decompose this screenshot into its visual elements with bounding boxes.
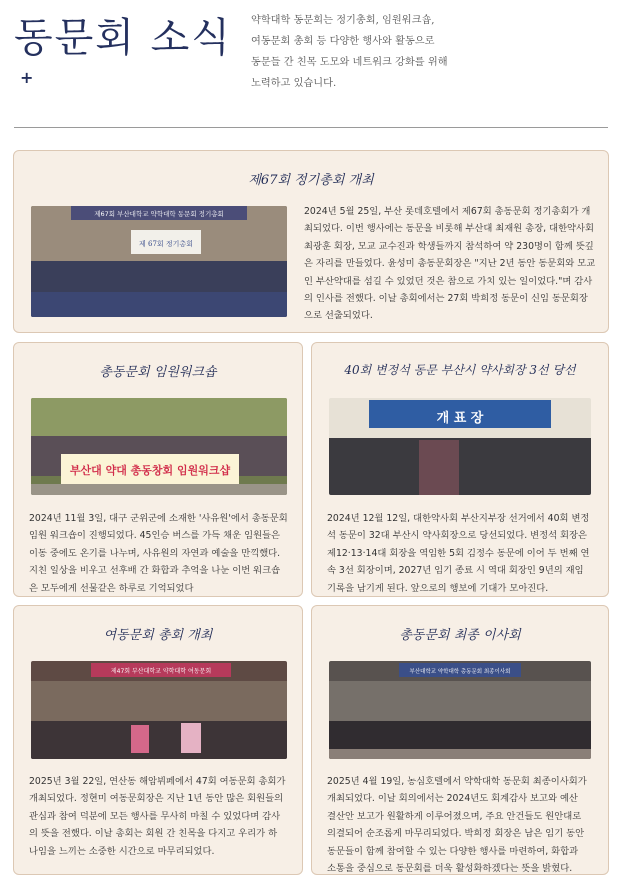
article-line: 은 자리를 만들었다. 윤성미 총동문회장은 "지난 2년 동안 동문회와 모교 bbox=[304, 258, 596, 270]
article-body bbox=[29, 773, 299, 860]
article-line: 관심과 참여 덕분에 모든 행사를 무사히 마칠 수 있었다며 감사 bbox=[29, 810, 281, 822]
photo-banner-text: 제47회 부산대학교 약학대학 여동문회 bbox=[110, 668, 212, 675]
plus-icon[interactable]: + bbox=[20, 68, 34, 87]
article-line: 석 동문이 32대 부산시 약사회장으로 당선되었다. 변정석 회장은 bbox=[327, 530, 587, 542]
article-card-workshop bbox=[13, 342, 303, 597]
article-photo bbox=[329, 398, 591, 495]
article-card-election bbox=[311, 342, 609, 597]
page-header bbox=[0, 0, 622, 130]
article-title: 총동문회 최종 이사회 bbox=[399, 628, 521, 643]
article-body bbox=[327, 773, 605, 877]
article-photo bbox=[329, 661, 591, 759]
article-title: 여동문회 총회 개최 bbox=[103, 628, 213, 643]
article-photo bbox=[31, 661, 287, 759]
article-card-women-alumni bbox=[13, 605, 303, 875]
article-card-general-meeting bbox=[13, 150, 609, 333]
article-line: 임원 워크숍이 진행되었다. 45인승 버스를 가득 채운 임원들은 bbox=[29, 530, 281, 542]
article-line: 2024년 5월 25일, 부산 롯데호텔에서 제67회 총동문회 정기총회가 개 bbox=[304, 206, 591, 217]
article-body bbox=[327, 510, 605, 597]
photo-banner-text: 제67회 부산대학교 약학대학 동문회 정기총회 bbox=[94, 210, 224, 218]
article-line: 나임을 느끼는 소중한 시간으로 마무리되었다. bbox=[29, 845, 215, 857]
article-body bbox=[304, 203, 600, 325]
intro-text bbox=[251, 10, 551, 94]
article-line: 지친 일상을 비우고 선후배 간 화합과 추억을 나눈 이번 워크숍 bbox=[29, 565, 281, 577]
article-line: 최광훈 회장, 모교 교수진과 학생들까지 참석하여 약 230명이 함께 뜻깊 bbox=[304, 240, 594, 252]
intro-line: 여동문회 총회 등 다양한 행사와 활동으로 bbox=[251, 36, 435, 47]
article-card-final-board bbox=[311, 605, 609, 875]
article-line: 최되었다. 이번 행사에는 동문을 비롯해 부산대 최재원 총장, 대한약사회 bbox=[304, 223, 594, 235]
article-line: 개최되었다. 이날 회의에서는 2024년도 회계감사 보고와 예산 bbox=[327, 793, 578, 805]
article-line: 의 뜻을 전했다. 이날 총회는 회원 간 친목을 다지고 우리가 하 bbox=[29, 828, 278, 840]
article-title: 40회 변정석 동문 부산시 약사회장 3선 당선 bbox=[344, 363, 576, 377]
photo-banner-text: 부산대학교 약학대학 총동문회 최종이사회 bbox=[409, 669, 511, 675]
article-photo bbox=[31, 398, 287, 495]
article-title: 총동문회 임원워크숍 bbox=[99, 365, 217, 380]
article-line: 은 모두에게 선물같은 하루로 기억되었다 bbox=[29, 582, 194, 594]
article-line: 기록을 남기게 된다. 앞으로의 행보에 기대가 모아진다. bbox=[327, 582, 549, 594]
intro-line: 동문들 간 친목 도모와 네트워크 강화를 위해 bbox=[251, 57, 448, 68]
article-line: 2024년 12월 12일, 대한약사회 부산지부장 선거에서 40회 변정 bbox=[327, 513, 590, 524]
photo-sign-text: 제 67회 정기총회 bbox=[139, 240, 193, 248]
intro-line: 약학대학 동문회는 정기총회, 임원워크숍, bbox=[251, 15, 435, 26]
article-line: 2024년 11월 3일, 대구 군위군에 소재한 '사유원'에서 총동문회 bbox=[29, 513, 288, 524]
photo-banner-text: 부산대 약대 총동창회 임원워크샵 bbox=[69, 464, 231, 477]
article-line: 이동 중에도 온기를 나누며, 사유원의 자연과 예술을 만끽했다. bbox=[29, 547, 281, 559]
header-divider bbox=[14, 127, 608, 128]
article-photo bbox=[31, 206, 287, 317]
article-line: 개최되었다. 정현미 여동문회장은 지난 1년 동안 많은 회원들의 bbox=[29, 793, 284, 805]
article-line: 속 3선 회장이며, 2027년 임기 종료 시 역대 회장인 9년의 재임 bbox=[327, 565, 584, 577]
article-line: 2025년 4월 19일, 농심호텔에서 약학대학 동문회 최종이사회가 bbox=[327, 776, 587, 787]
article-line: 인 부산약대를 섬길 수 있었던 것은 참으로 가치 있는 일이었다."며 감사 bbox=[304, 275, 593, 287]
article-line: 2025년 3월 22일, 연산동 해암뷔페에서 47회 여동문회 총회가 bbox=[29, 776, 286, 787]
article-title: 제67회 정기총회 개최 bbox=[248, 173, 374, 188]
article-line: 결산안 보고가 원활하게 이루어졌으며, 주요 안건들도 원안대로 bbox=[327, 810, 582, 822]
article-line: 의 인사를 전했다. 이날 총회에서는 27회 박희정 동문이 신임 동문회장 bbox=[304, 293, 588, 305]
article-line: 제12·13·14대 회장을 역임한 5회 김정수 동문에 이어 두 번째 연 bbox=[327, 547, 590, 559]
page-title: 동문회 소식 bbox=[14, 15, 232, 61]
intro-line: 노력하고 있습니다. bbox=[251, 78, 337, 89]
article-line: 소통을 중심으로 동문회를 더욱 활성화하겠다는 뜻을 밝혔다. bbox=[327, 863, 573, 875]
article-line: 으로 선출되었다. bbox=[304, 310, 373, 322]
photo-banner-text: 개 표 장 bbox=[436, 411, 484, 426]
article-line: 동문들이 함께 참여할 수 있는 다양한 행사를 마련하여, 화합과 bbox=[327, 845, 579, 857]
article-line: 의결되어 순조롭게 마무리되었다. 박희정 회장은 남은 임기 동안 bbox=[327, 828, 585, 840]
article-body bbox=[29, 510, 299, 597]
